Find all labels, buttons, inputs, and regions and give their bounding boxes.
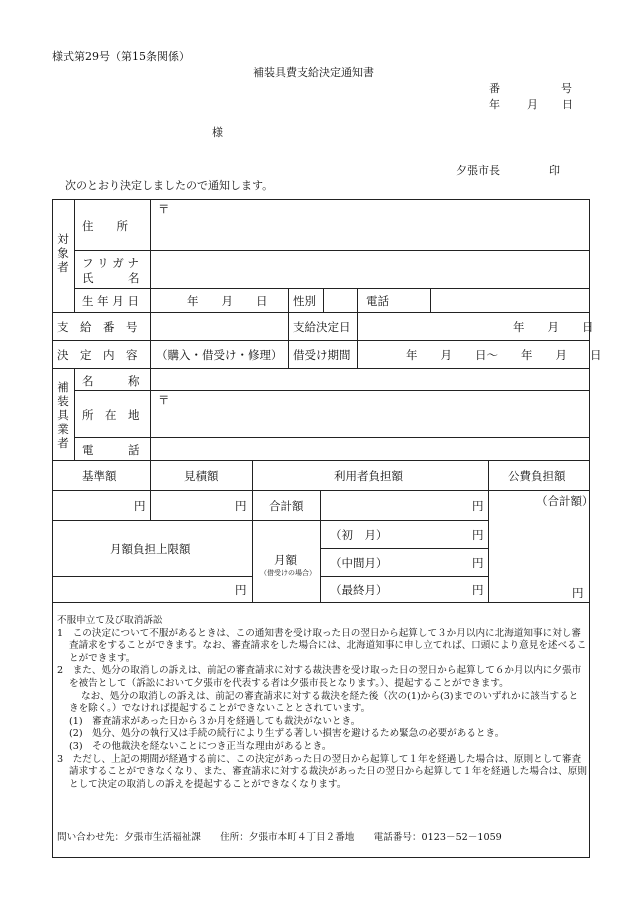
birth-label: 生 年 月 日	[82, 294, 139, 308]
provider-phone-label: 電 話	[82, 443, 140, 457]
month-label: 月	[527, 98, 538, 111]
name-label: 氏 名	[82, 271, 140, 285]
note-sub-1: (1) 審査請求があった日から３か月を経過しても裁決がないとき。	[69, 715, 361, 727]
yen-mark: 円	[472, 499, 484, 513]
yen-mark: 円	[472, 583, 484, 597]
estimate-amount-label: 見積額	[184, 469, 219, 483]
gender-label: 性別	[293, 294, 316, 308]
postal-mark: 〒	[158, 202, 170, 216]
birth-value: 年 月 日	[187, 294, 268, 308]
appeal-notes	[57, 615, 587, 791]
yen-mark: 円	[472, 528, 484, 542]
go-label: 号	[561, 82, 572, 95]
day-label: 日	[562, 98, 573, 111]
first-month-label: （初 月）	[330, 528, 388, 542]
yen-mark: 円	[572, 586, 584, 600]
monthly-label: 月額	[274, 553, 297, 567]
monthly-note: （借受けの場合）	[260, 569, 316, 577]
yen-mark: 円	[235, 499, 247, 513]
last-month-label: （最終月）	[330, 583, 388, 597]
payment-date-value: 年 月 日	[513, 320, 594, 334]
rental-period-value: 年 月 日〜 年 月 日	[406, 348, 602, 362]
address-label: 住 所	[82, 219, 128, 233]
phone-label: 電話	[366, 294, 389, 308]
payment-number-label: 支 給 番 号	[57, 320, 138, 334]
provider-label: 補 装 具 業 者	[57, 380, 69, 450]
form-number: 様式第29号（第15条関係）	[52, 50, 190, 63]
public-total-label: （合計額）	[536, 494, 594, 508]
seal-mark: 印	[549, 164, 560, 177]
subject-label: 対 象 者	[57, 232, 69, 274]
year-label: 年	[489, 98, 500, 111]
notes-heading: 不服申立て及び取消訴訟	[57, 615, 163, 626]
note-item-2b: なお、処分の取消しの訴えは、前記の審査請求に対する裁決を経た後（次の(1)から(3)までのいずれかに該当するときを除く。）でなければ提起することができないこととされています。	[69, 690, 579, 715]
monthly-limit-label: 月額負担上限額	[110, 542, 191, 556]
middle-month-label: （中間月）	[330, 556, 388, 570]
issuer: 夕張市長	[456, 164, 500, 177]
note-sub-2: (2) 処分、処分の執行又は手続の続行により生ずる著しい損害を避けるため緊急の必要があるとき。	[69, 728, 505, 740]
furigana-label: フ リ ガ ナ	[82, 256, 139, 270]
payment-date-label: 支給決定日	[293, 320, 351, 334]
public-burden-label: 公費負担額	[508, 469, 566, 483]
yen-mark: 円	[134, 499, 146, 513]
decision-label: 決 定 内 容	[57, 348, 138, 362]
user-burden-label: 利用者負担額	[334, 469, 403, 483]
provider-postal-mark: 〒	[158, 393, 170, 407]
note-item-1: 1 この決定について不服があるときは、この通知書を受け取った日の翌日から起算して３か月以内に北海道知事に対し審査請求をすることができます。なお、審査請求をした場合には、北海道知事に申し立てれば、口頭により意見を述べることができます。	[57, 627, 587, 664]
provider-address-label: 所 在 地	[82, 408, 140, 422]
provider-name-label: 名 称	[82, 374, 140, 388]
intro-text: 次のとおり決定しましたので通知します。	[65, 179, 274, 192]
ban-label: 番	[489, 82, 500, 95]
yen-mark: 円	[235, 583, 247, 597]
rental-period-label: 借受け期間	[293, 348, 351, 362]
document-title: 補装具費支給決定通知書	[253, 66, 374, 79]
yen-mark: 円	[472, 556, 484, 570]
sama-label: 様	[212, 126, 223, 139]
decision-value: （購入・借受け・修理）	[156, 348, 283, 362]
note-sub-3: (3) その他裁決を経ないことにつき正当な理由があるとき。	[69, 740, 332, 752]
note-item-3: 3 ただし、上記の期間が経過する前に、この決定があった日の翌日から起算して１年を経過した場合は、原則として審査請求することができなくなり、また、審査請求に対する裁決があった日の翌日から起算して１年を経過した場合は、原則として決定の取消しの訴えを提起することができなくなります。	[57, 753, 587, 790]
total-label: 合計額	[269, 499, 304, 513]
note-item-2: 2 また、処分の取消しの訴えは、前記の審査請求に対する裁決書を受け取った日の翌日から起算して６か月以内に夕張市を被告として（訴訟において夕張市を代表する者は夕張市長となります。）、提起することができます。	[57, 665, 582, 689]
contact-info: 問い合わせ先：夕張市生活福祉課 住所：夕張市本町４丁目２番地 電話番号：0123－52－1059	[57, 832, 502, 843]
standard-amount-label: 基準額	[82, 469, 117, 483]
